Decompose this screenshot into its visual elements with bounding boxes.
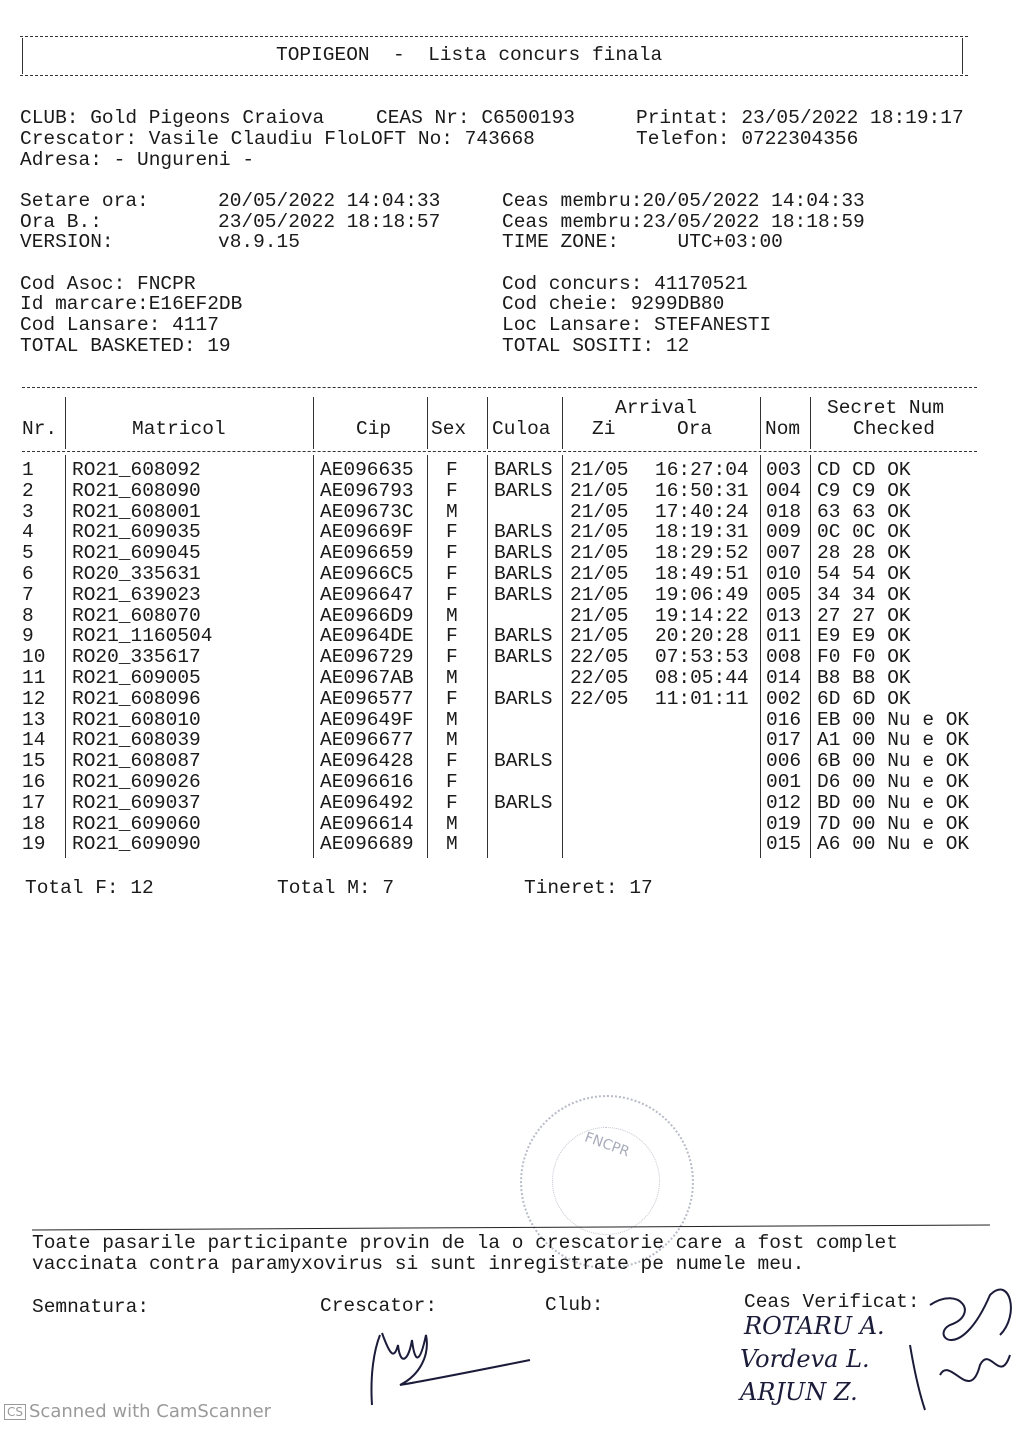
watermark-text: Scanned with CamScanner: [29, 1401, 272, 1422]
header-zi: Zi: [592, 418, 616, 440]
cell-matricol: RO21_608070: [72, 604, 201, 627]
cell-secret-checked: 7D 00 Nu e OK: [817, 812, 970, 835]
cell-sex: F: [446, 459, 458, 481]
cell-sex: F: [446, 771, 458, 793]
cell-secret-checked: F0 F0 OK: [817, 646, 911, 669]
header-secret-num: Secret Num: [827, 397, 945, 419]
version-value: v8.9.15: [218, 231, 300, 253]
cell-sex: F: [446, 479, 458, 502]
crescator: Crescator: Vasile Claudiu FloLOFT No: 743668: [20, 128, 535, 150]
title-border-top: [20, 36, 968, 37]
cell-ora: 20:20:28: [655, 625, 749, 648]
cell-culoa: BARLS: [494, 479, 553, 502]
cell-ora: 19:06:49: [655, 583, 749, 606]
cell-secret-checked: A1 00 Nu e OK: [817, 729, 970, 752]
cell-nom: 009: [766, 521, 802, 544]
column-divider: [760, 455, 761, 858]
cell-cip: AE09649F: [320, 708, 414, 731]
column-divider: [810, 397, 811, 449]
cell-culoa: BARLS: [494, 646, 553, 669]
cell-cip: AE096647: [320, 583, 414, 606]
cod-lansare: Cod Lansare: 4117: [20, 314, 219, 336]
cell-nom: 012: [766, 791, 802, 814]
title-border-bottom: [20, 75, 968, 76]
header-cip: Cip: [356, 418, 392, 440]
cell-cip: AE096428: [320, 750, 414, 773]
column-divider: [760, 397, 761, 449]
cell-matricol: RO21_608087: [72, 750, 201, 773]
cell-nom: 008: [766, 646, 802, 669]
cod-asoc: Cod Asoc: FNCPR: [20, 273, 196, 295]
cell-nr: 16: [22, 771, 46, 793]
cell-culoa: BARLS: [494, 625, 553, 648]
cell-ora: 18:49:51: [655, 563, 749, 585]
cell-cip: AE096614: [320, 812, 414, 835]
cell-zi: 21/05: [570, 604, 629, 627]
id-marcare: Id marcare:E16EF2DB: [20, 293, 243, 315]
cell-cip: AE096492: [320, 791, 414, 814]
verifier-signatures: [900, 1275, 1024, 1415]
cell-cip: AE09673C: [320, 500, 414, 523]
cell-matricol: RO21_608096: [72, 687, 201, 710]
cell-nom: 005: [766, 583, 802, 606]
ora-b-value: 23/05/2022 18:18:57: [218, 211, 441, 233]
cell-secret-checked: C9 C9 OK: [817, 479, 911, 502]
cell-matricol: RO21_609035: [72, 521, 201, 544]
column-divider: [313, 455, 314, 858]
cell-sex: F: [446, 791, 458, 814]
column-divider: [313, 397, 314, 449]
total-m: Total M: 7: [277, 877, 395, 899]
cell-sex: M: [446, 667, 458, 689]
cell-cip: AE0967AB: [320, 667, 414, 689]
cell-zi: 22/05: [570, 667, 629, 689]
cell-nr: 13: [22, 708, 46, 731]
cell-ora: 16:27:04: [655, 459, 749, 481]
cell-zi: 21/05: [570, 583, 629, 606]
cell-ora: 08:05:44: [655, 667, 749, 689]
cell-sex: F: [446, 750, 458, 773]
cell-ora: 18:29:52: [655, 542, 749, 565]
cell-nom: 001: [766, 771, 802, 793]
cell-secret-checked: D6 00 Nu e OK: [817, 771, 970, 793]
cell-nom: 016: [766, 708, 802, 731]
cell-ora: 17:40:24: [655, 500, 749, 523]
cell-nom: 002: [766, 687, 802, 710]
cell-secret-checked: 6D 6D OK: [817, 687, 911, 710]
header-culoa: Culoa: [492, 418, 551, 440]
crescator-label: Crescator:: [320, 1295, 438, 1317]
column-divider: [562, 397, 563, 449]
adresa: Adresa: - Ungureni -: [20, 149, 255, 171]
cell-secret-checked: 34 34 OK: [817, 583, 911, 606]
cell-nr: 1: [22, 459, 34, 481]
verifier-name-1: ROTARU A.: [744, 1312, 885, 1340]
cell-cip: AE096635: [320, 459, 414, 481]
header-nom: Nom: [765, 418, 801, 440]
cell-nom: 004: [766, 479, 802, 502]
version-label: VERSION:: [20, 231, 114, 253]
cell-sex: F: [446, 625, 458, 648]
ceas-nr: CEAS Nr: C6500193: [376, 107, 575, 129]
cell-culoa: BARLS: [494, 521, 553, 544]
cell-nr: 11: [22, 667, 46, 689]
header-matricol: Matricol: [132, 418, 226, 440]
cell-nom: 019: [766, 812, 802, 835]
cell-sex: M: [446, 604, 458, 627]
cell-zi: 21/05: [570, 563, 629, 585]
cell-matricol: RO21_608039: [72, 729, 201, 752]
camscanner-watermark: [4, 1401, 271, 1422]
cell-ora: 16:50:31: [655, 479, 749, 502]
cell-nom: 014: [766, 667, 802, 689]
setare-ora-value: 20/05/2022 14:04:33: [218, 190, 441, 212]
time-zone: TIME ZONE: UTC+03:00: [502, 231, 783, 253]
cell-secret-checked: 63 63 OK: [817, 500, 911, 523]
ceas-membru-1: Ceas membru:20/05/2022 14:04:33: [502, 190, 865, 212]
cell-ora: 11:01:11: [655, 687, 749, 710]
header-ora: Ora: [677, 418, 713, 440]
header-checked: Checked: [853, 418, 935, 440]
cell-culoa: BARLS: [494, 583, 553, 606]
table-rule-header: [22, 451, 977, 452]
cell-secret-checked: 27 27 OK: [817, 604, 911, 627]
cell-culoa: BARLS: [494, 563, 553, 585]
cell-secret-checked: CD CD OK: [817, 459, 911, 481]
cell-matricol: RO21_608010: [72, 708, 201, 731]
cell-sex: F: [446, 583, 458, 606]
column-divider: [65, 397, 66, 449]
total-basketed: TOTAL BASKETED: 19: [20, 335, 231, 357]
cell-culoa: BARLS: [494, 750, 553, 773]
cell-nom: 011: [766, 625, 802, 648]
cell-nom: 015: [766, 833, 802, 856]
cell-nr: 8: [22, 604, 34, 627]
cell-zi: 22/05: [570, 646, 629, 669]
column-divider: [427, 397, 428, 449]
cell-zi: 21/05: [570, 479, 629, 502]
ceas-verificat-label: Ceas Verificat:: [744, 1291, 920, 1313]
cell-nom: 003: [766, 459, 802, 481]
cell-matricol: RO20_335631: [72, 563, 201, 585]
cell-matricol: RO21_608090: [72, 479, 201, 502]
cell-cip: AE096677: [320, 729, 414, 752]
cell-sex: M: [446, 812, 458, 835]
cell-matricol: RO21_609060: [72, 812, 201, 835]
cell-matricol: RO21_609090: [72, 833, 201, 856]
cell-nr: 2: [22, 479, 34, 502]
setare-ora-label: Setare ora:: [20, 190, 149, 212]
club-label: Club:: [545, 1294, 604, 1316]
cell-matricol: RO21_609005: [72, 667, 201, 689]
cell-sex: M: [446, 833, 458, 856]
cell-culoa: BARLS: [494, 687, 553, 710]
cell-cip: AE096793: [320, 479, 414, 502]
cell-matricol: RO21_609037: [72, 791, 201, 814]
club: CLUB: Gold Pigeons Craiova: [20, 107, 325, 129]
total-sositi: TOTAL SOSITI: 12: [502, 335, 690, 357]
cell-nr: 5: [22, 542, 34, 565]
cell-nom: 006: [766, 750, 802, 773]
cell-sex: M: [446, 729, 458, 752]
header-nr: Nr.: [22, 418, 58, 440]
cell-zi: 21/05: [570, 459, 629, 481]
cell-nom: 017: [766, 729, 802, 752]
cell-matricol: RO21_1160504: [72, 625, 213, 648]
footer-rule: [32, 1224, 990, 1230]
tineret: Tineret: 17: [524, 877, 653, 899]
verifier-name-2: Vordeva L.: [740, 1345, 870, 1373]
column-divider: [562, 455, 563, 858]
cell-cip: AE096616: [320, 771, 414, 793]
column-divider: [65, 455, 66, 858]
cell-sex: M: [446, 708, 458, 731]
cell-sex: F: [446, 542, 458, 565]
cell-secret-checked: A6 00 Nu e OK: [817, 833, 970, 856]
cell-nr: 10: [22, 646, 46, 669]
cell-matricol: RO20_335617: [72, 646, 201, 669]
cell-nom: 007: [766, 542, 802, 565]
cell-nr: 18: [22, 812, 46, 835]
cell-ora: 19:14:22: [655, 604, 749, 627]
cell-matricol: RO21_608001: [72, 500, 201, 523]
cell-zi: 21/05: [570, 500, 629, 523]
cell-nr: 15: [22, 750, 46, 773]
header-sex: Sex: [431, 418, 467, 440]
title-border-left: [22, 38, 23, 74]
cell-nr: 14: [22, 729, 46, 752]
loc-lansare: Loc Lansare: STEFANESTI: [502, 314, 772, 336]
cell-secret-checked: E9 E9 OK: [817, 625, 911, 648]
table-rule-top: [22, 387, 977, 388]
cell-ora: 07:53:53: [655, 646, 749, 669]
header-arrival: Arrival: [615, 397, 697, 419]
cell-cip: AE096689: [320, 833, 414, 856]
cell-matricol: RO21_609026: [72, 771, 201, 793]
cell-sex: F: [446, 687, 458, 710]
cell-cip: AE0966D9: [320, 604, 414, 627]
statement-line-1: Toate pasarile participante provin de la o crescatorie care a fost complet: [32, 1232, 898, 1254]
cod-cheie: Cod cheie: 9299DB80: [502, 293, 725, 315]
cell-secret-checked: 54 54 OK: [817, 563, 911, 585]
cell-cip: AE0966C5: [320, 563, 414, 585]
cell-sex: F: [446, 521, 458, 544]
title-border-right: [962, 38, 963, 74]
printat: Printat: 23/05/2022 18:19:17: [636, 107, 964, 129]
cell-nom: 010: [766, 563, 802, 585]
cell-cip: AE0964DE: [320, 625, 414, 648]
cell-secret-checked: 0C 0C OK: [817, 521, 911, 544]
cell-culoa: BARLS: [494, 459, 553, 481]
cell-nr: 9: [22, 625, 34, 648]
column-divider: [487, 455, 488, 858]
cell-zi: 21/05: [570, 521, 629, 544]
cell-zi: 22/05: [570, 687, 629, 710]
cell-cip: AE09669F: [320, 521, 414, 544]
stamp-text: FNCPR: [582, 1129, 632, 1161]
camscanner-logo-icon: CS: [4, 1404, 26, 1420]
cell-matricol: RO21_608092: [72, 459, 201, 481]
cell-nr: 6: [22, 563, 34, 585]
cell-ora: 18:19:31: [655, 521, 749, 544]
crescator-signature: [360, 1315, 540, 1410]
column-divider: [487, 397, 488, 449]
telefon: Telefon: 0722304356: [636, 128, 859, 150]
cell-zi: 21/05: [570, 542, 629, 565]
cell-sex: F: [446, 646, 458, 669]
cell-culoa: BARLS: [494, 542, 553, 565]
cell-sex: F: [446, 563, 458, 585]
cell-secret-checked: 6B 00 Nu e OK: [817, 750, 970, 773]
cell-secret-checked: BD 00 Nu e OK: [817, 791, 970, 814]
column-divider: [427, 455, 428, 858]
semnatura-label: Semnatura:: [32, 1296, 150, 1318]
total-f: Total F: 12: [25, 877, 154, 899]
cell-nom: 013: [766, 604, 802, 627]
statement-line-2: vaccinata contra paramyxovirus si sunt inregistrate pe numele meu.: [32, 1253, 805, 1275]
cell-nr: 4: [22, 521, 34, 544]
cell-zi: 21/05: [570, 625, 629, 648]
cell-nr: 19: [22, 833, 46, 856]
cell-matricol: RO21_639023: [72, 583, 201, 606]
cell-matricol: RO21_609045: [72, 542, 201, 565]
page-title: TOPIGEON - Lista concurs finala: [276, 44, 663, 66]
cell-culoa: BARLS: [494, 791, 553, 814]
cell-secret-checked: EB 00 Nu e OK: [817, 708, 970, 731]
cell-cip: AE096729: [320, 646, 414, 669]
cell-nr: 3: [22, 500, 34, 523]
verifier-name-3: ARJUN Z.: [740, 1378, 858, 1406]
cell-cip: AE096659: [320, 542, 414, 565]
cod-concurs: Cod concurs: 41170521: [502, 273, 748, 295]
cell-cip: AE096577: [320, 687, 414, 710]
ora-b-label: Ora B.:: [20, 211, 102, 233]
cell-nr: 12: [22, 687, 46, 710]
cell-nom: 018: [766, 500, 802, 523]
ceas-membru-2: Ceas membru:23/05/2022 18:18:59: [502, 211, 865, 233]
cell-nr: 17: [22, 791, 46, 814]
cell-sex: M: [446, 500, 458, 523]
cell-secret-checked: B8 B8 OK: [817, 667, 911, 689]
cell-secret-checked: 28 28 OK: [817, 542, 911, 565]
cell-nr: 7: [22, 583, 34, 606]
column-divider: [810, 455, 811, 858]
